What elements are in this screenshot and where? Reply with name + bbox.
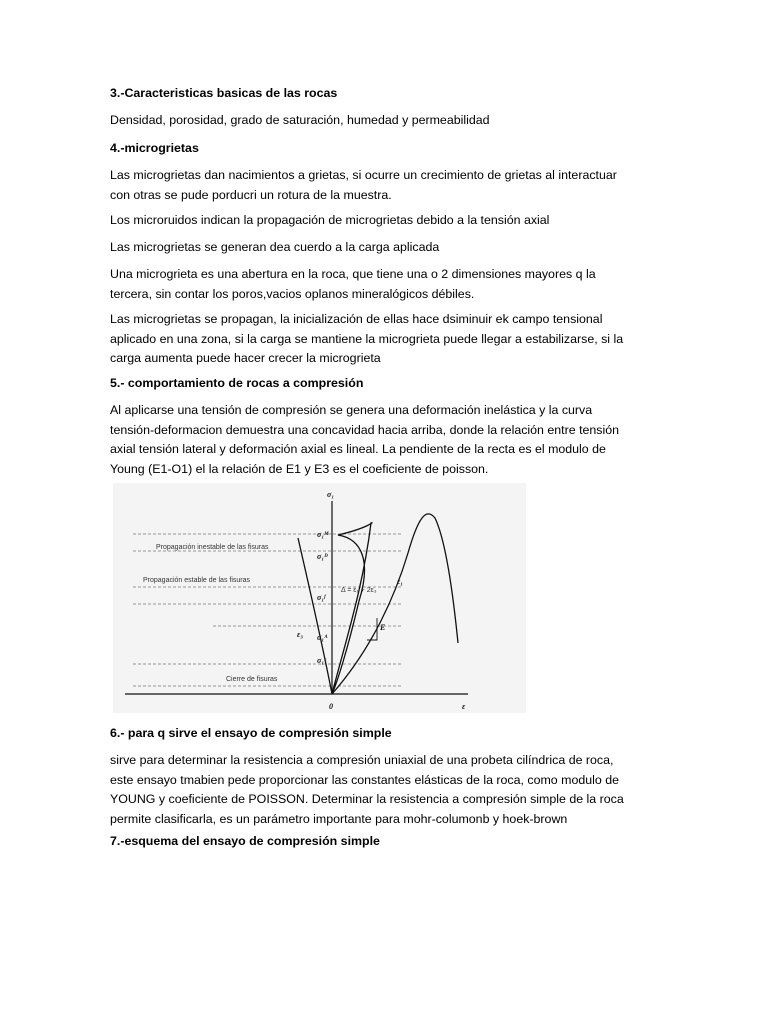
text-line: tercera, sin contar los poros,vacios oplanos mineralógicos débiles. xyxy=(110,286,475,301)
stress-strain-diagram xyxy=(113,483,526,713)
origin-label: 0 xyxy=(329,702,333,711)
text-line: axial tensión lateral y deformación axial es lineal. La pendiente de la recta es el modulo de xyxy=(110,442,606,456)
section-4-paragraph-1 xyxy=(110,166,670,205)
label-stable-propagation: Propagación estable de las fisuras xyxy=(143,577,251,584)
section-4-paragraph-2: Los microruidos indican la propagación de microgrietas debido a la tensión axial xyxy=(110,213,550,227)
axis-label-epsilon: ε xyxy=(462,702,466,711)
section-4-paragraph-4 xyxy=(110,265,670,304)
stress-strain-figure xyxy=(113,483,526,713)
text-line: sirve para determinar la resistencia a compresión uniaxial de una probeta cilíndrica de roca, xyxy=(110,753,614,767)
section-6-heading: 6.- para q sirve el ensayo de compresión simple xyxy=(110,726,392,740)
epsilon1-label: ε₁ xyxy=(397,577,404,586)
epsilon3-label: ε₃ xyxy=(297,630,304,639)
stress-level-a: σ₁ᴬ xyxy=(317,633,328,642)
text-line: este ensayo tmabien pede proporcionar las constantes elásticas de la roca, como modulo de xyxy=(110,772,620,787)
text-line: Las microgrietas dan nacimientos a grietas, si ocurre un crecimiento de grietas al interactuar xyxy=(110,168,617,182)
stress-level-m: σ₁ᴹ xyxy=(317,530,329,539)
section-4-heading: 4.-microgrietas xyxy=(110,141,199,155)
axis-label-sigma1: σ₁ xyxy=(327,490,335,499)
section-5-paragraph xyxy=(110,401,670,479)
label-unstable-propagation: Propagación inestable de las fisuras xyxy=(156,544,269,551)
text-line: Al aplicarse una tensión de compresión se genera una deformación inelástica y la curva xyxy=(110,403,593,417)
text-line: Young (E1-O1) el la relación de E1 y E3 es el coeficiente de poisson. xyxy=(110,461,489,476)
delta-equation: Δ = ε₁ + 2ε₃ xyxy=(341,587,377,594)
text-line: Una microgrieta es una abertura en la roca, que tiene una o 2 dimensiones mayores q la xyxy=(110,267,596,281)
stress-level-c: σ₁ᶜ xyxy=(317,656,327,665)
section-6-paragraph xyxy=(110,751,670,829)
section-4-paragraph-5 xyxy=(110,310,670,369)
section-7-heading: 7.-esquema del ensayo de compresión simple xyxy=(110,834,380,848)
section-3-heading: 3.-Caracteristicas basicas de las rocas xyxy=(110,86,338,100)
label-crack-closure: Cierre de fisuras xyxy=(226,676,278,683)
text-line: Las microgrietas se propagan, la inicialización de ellas hace dsiminuir ek campo tensional xyxy=(110,312,603,326)
text-line: con otras se pude porducri un rotura de la muestra. xyxy=(110,187,392,202)
section-5-heading: 5.- comportamiento de rocas a compresión xyxy=(110,376,364,390)
stress-level-d: σ₁ᴰ xyxy=(317,552,328,561)
section-3-body: Densidad, porosidad, grado de saturación, humedad y permeabilidad xyxy=(110,113,490,127)
stress-level-f: σ₁ᶠ xyxy=(317,593,326,602)
text-line: permite clasificarla, es un parámetro importante para mohr-columonb y hoek-brown xyxy=(110,811,568,826)
text-line: tensión-deformacion demuestra una concavidad hacia arriba, donde la relación entre tensión xyxy=(110,422,620,437)
section-4-paragraph-3: Las microgrietas se generan dea cuerdo a la carga aplicada xyxy=(110,240,440,254)
text-line: carga aumenta puede hacer crecer la microgrieta xyxy=(110,351,381,365)
modulus-label: E xyxy=(380,623,386,632)
text-line: YOUNG y coeficiente de POISSON. Determinar la resistencia a compresión simple de la roca xyxy=(110,792,624,806)
text-line: aplicado en una zona, si la carga se mantiene la microgrieta puede llegar a estabilizarse, si la xyxy=(110,331,624,346)
